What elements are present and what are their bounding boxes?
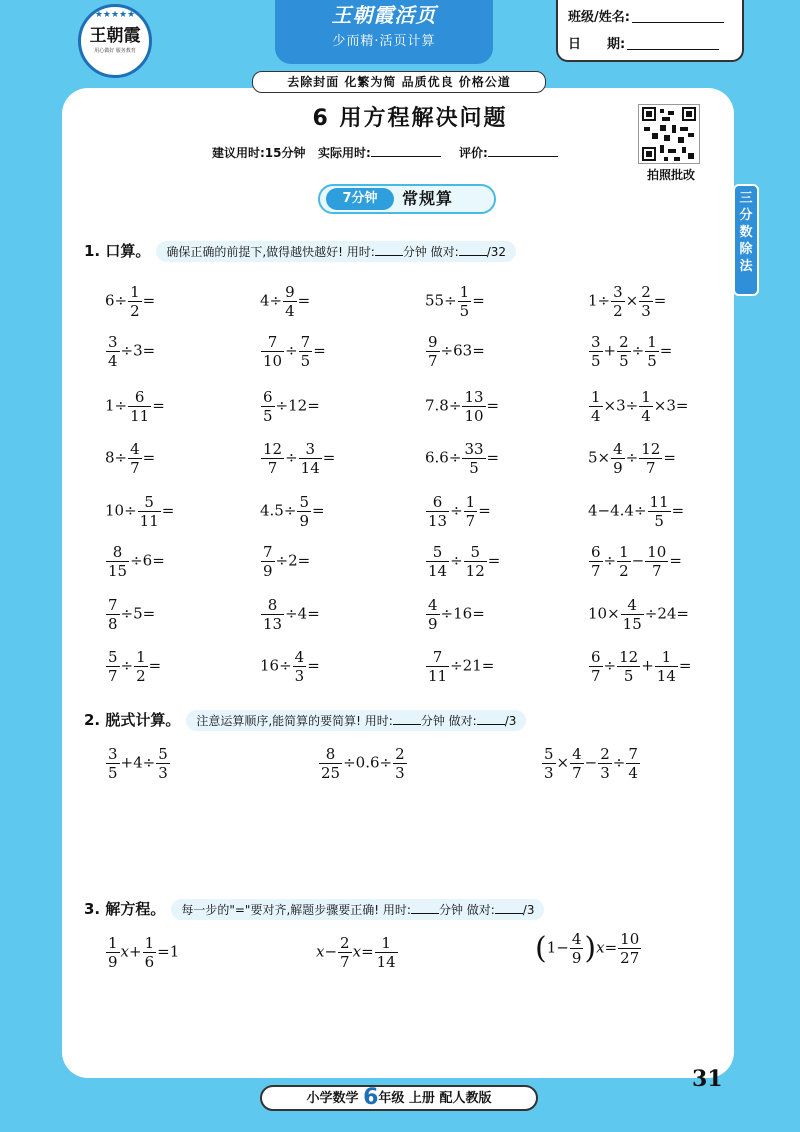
oral-problem: 1÷ $\frac{3}{2}$ × $\frac{2}{3}$ = — [588, 283, 667, 320]
page-title: 6 用方程解决问题 — [312, 106, 508, 131]
logo-subtitle: 用心做好 服务教育 — [94, 48, 136, 54]
oral-problem: $\frac{5}{14}$ ÷ $\frac{5}{12}$ = — [428, 543, 501, 580]
section2-hint — [186, 710, 526, 731]
section3-hint — [171, 899, 544, 920]
section3-hint-post: /3 — [522, 903, 535, 917]
section2-correct-field[interactable] — [477, 713, 505, 725]
chapter-title-char: 数 — [739, 225, 753, 240]
oral-problem: 7.8÷ $\frac{13}{10}$ = — [425, 388, 500, 425]
oral-problem: $\frac{1}{4}$ ×3÷ $\frac{1}{4}$ ×3= — [591, 388, 689, 425]
section1-hint-post: /32 — [486, 245, 507, 259]
oral-problem: 1÷ $\frac{6}{11}$ = — [105, 388, 165, 425]
stepwise-problem: $\frac{3}{5}$ +4÷ $\frac{5}{3}$ — [108, 745, 168, 782]
section1-title: 1. 口算。 — [84, 242, 151, 260]
section3-time-field[interactable] — [411, 902, 439, 914]
equation-problem: (1− $\frac{4}{9}$ )x= $\frac{10}{27}$ — [535, 930, 640, 967]
oral-problem: $\frac{6}{7}$ ÷ $\frac{12}{5}$ + $\frac{1}{14}$ = — [591, 648, 692, 685]
chapter-title-char: 除 — [739, 242, 753, 257]
date-field[interactable] — [627, 35, 719, 50]
oral-problem: $\frac{7}{10}$ ÷ $\frac{7}{5}$ = — [263, 333, 326, 370]
oral-problem: 8÷ $\frac{4}{7}$ = — [105, 440, 156, 477]
actual-time-label: 实际用时: — [318, 146, 371, 160]
section1-hint-mid: 分钟 做对: — [402, 245, 459, 259]
section3-correct-field[interactable] — [495, 902, 523, 914]
equation-problem: x− $\frac{2}{7}$ x= $\frac{1}{14}$ — [316, 934, 396, 971]
oral-problem: 6÷ $\frac{1}{2}$ = — [105, 283, 156, 320]
section1-hint — [156, 241, 516, 262]
oral-problem: $\frac{8}{13}$ ÷4= — [263, 596, 320, 633]
class-name-label: 班级/姓名: — [568, 10, 630, 25]
date-label: 日 期: — [568, 37, 626, 52]
footer-subject: 小学数学 — [306, 1091, 359, 1106]
footer-grade: 6 — [363, 1085, 379, 1110]
badge-label: 常规算 — [402, 189, 454, 208]
class-name-field[interactable] — [632, 8, 724, 23]
oral-problem: $\frac{8}{15}$ ÷6= — [108, 543, 165, 580]
section1-header — [84, 240, 516, 262]
section-badge — [318, 184, 496, 214]
section2-title: 2. 脱式计算。 — [84, 711, 181, 729]
brand-slogan: 少而精·活页计算 — [332, 34, 436, 49]
qr-code-icon[interactable] — [638, 104, 700, 164]
oral-problem: 10÷ $\frac{5}{11}$ = — [105, 493, 175, 530]
oral-problem: 16÷ $\frac{4}{3}$ = — [260, 648, 320, 685]
student-info-box — [556, 0, 744, 62]
badge-time: 7分钟 — [326, 188, 394, 210]
oral-problem: $\frac{9}{7}$ ÷63= — [428, 333, 485, 370]
section3-header — [84, 898, 544, 920]
logo-stars-icon: ★★★★★ — [94, 10, 136, 20]
chapter-title-char: 分 — [739, 208, 753, 223]
tagline: 去除封面 化繁为简 品质优良 价格公道 — [252, 71, 546, 93]
oral-problem: $\frac{6}{5}$ ÷12= — [263, 388, 320, 425]
time-row — [212, 144, 632, 161]
oral-problem: 4−4.4÷ $\frac{11}{5}$ = — [588, 493, 685, 530]
oral-problem: $\frac{3}{5}$ + $\frac{2}{5}$ ÷ $\frac{1}{5}$ = — [591, 333, 673, 370]
oral-problem: $\frac{7}{8}$ ÷5= — [108, 596, 156, 633]
oral-problem: $\frac{5}{7}$ ÷ $\frac{1}{2}$ = — [108, 648, 162, 685]
stepwise-problem: $\frac{8}{25}$ ÷0.6÷ $\frac{2}{3}$ — [321, 745, 405, 782]
section1-hint-pre: 确保正确的前提下,做得越快越好! 用时: — [166, 245, 375, 259]
brand-logo — [78, 4, 152, 78]
oral-problem: 4÷ $\frac{9}{4}$ = — [260, 283, 311, 320]
section2-hint-pre: 注意运算顺序,能简算的要简算! 用时: — [196, 714, 393, 728]
section2-header — [84, 709, 526, 731]
oral-problem: $\frac{12}{7}$ ÷ $\frac{3}{14}$ = — [263, 440, 336, 477]
logo-name: 王朝霞 — [89, 26, 141, 46]
brand-title: 王朝霞活页 — [331, 3, 437, 27]
equation-problem: $\frac{1}{9}$ x+ $\frac{1}{6}$ =1 — [108, 934, 180, 971]
footer-volume: 上册 — [408, 1091, 435, 1106]
oral-problem: 10× $\frac{4}{15}$ ÷24= — [588, 596, 689, 633]
oral-problem: $\frac{7}{11}$ ÷21= — [428, 648, 495, 685]
section2-time-field[interactable] — [393, 713, 421, 725]
section2-hint-mid: 分钟 做对: — [420, 714, 477, 728]
footer-edition: 配人教版 — [439, 1091, 492, 1106]
footer-grade-label: 年级 — [378, 1091, 405, 1106]
section3-hint-mid: 分钟 做对: — [438, 903, 495, 917]
chapter-number: 三 — [739, 191, 753, 206]
oral-problem: $\frac{4}{9}$ ÷16= — [428, 596, 485, 633]
oral-problem: $\frac{3}{4}$ ÷3= — [108, 333, 156, 370]
oral-problem: $\frac{6}{13}$ ÷ $\frac{1}{7}$ = — [428, 493, 491, 530]
section3-title: 3. 解方程。 — [84, 900, 166, 918]
stepwise-problem: $\frac{5}{3}$ × $\frac{4}{7}$ − $\frac{2}{3}$ ÷ $\frac{7}{4}$ — [544, 745, 638, 782]
qr-label: 拍照批改 — [646, 168, 695, 182]
oral-problem: $\frac{6}{7}$ ÷ $\frac{1}{2}$ − $\frac{10}{7}$ = — [591, 543, 682, 580]
oral-problem: 6.6÷ $\frac{33}{5}$ = — [425, 440, 500, 477]
oral-problem: 4.5÷ $\frac{5}{9}$ = — [260, 493, 325, 530]
suggested-time: 建议用时:15分钟 — [212, 146, 306, 160]
rating-field[interactable] — [488, 144, 558, 157]
oral-problem: 5× $\frac{4}{9}$ ÷ $\frac{12}{7}$ = — [588, 440, 676, 477]
section3-hint-pre: 每一步的"="要对齐,解题步骤要正确! 用时: — [181, 903, 411, 917]
chapter-title-char: 法 — [739, 259, 753, 274]
brand-banner — [275, 0, 493, 64]
page-number: 31 — [692, 1066, 723, 1092]
chapter-side-tab — [733, 184, 759, 296]
rating-label: 评价: — [459, 146, 488, 160]
footer-banner — [260, 1085, 538, 1111]
oral-problem: $\frac{7}{9}$ ÷2= — [263, 543, 311, 580]
actual-time-field[interactable] — [371, 144, 441, 157]
section1-correct-field[interactable] — [459, 244, 487, 256]
oral-problem: 55÷ $\frac{1}{5}$ = — [425, 283, 485, 320]
section1-time-field[interactable] — [375, 244, 403, 256]
section2-hint-post: /3 — [504, 714, 517, 728]
